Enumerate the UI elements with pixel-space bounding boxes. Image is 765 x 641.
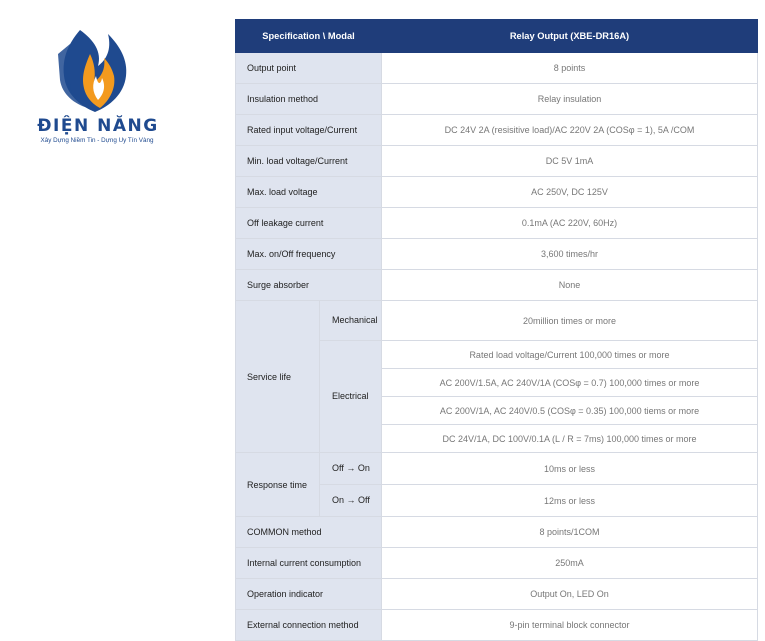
off-on-label: Off → On	[320, 453, 382, 485]
on-off-label: On → Off	[320, 485, 382, 517]
table-row	[236, 548, 758, 579]
electrical-value: AC 200V/1A, AC 240V/0.5 (COSφ = 0.35) 100,000 tiems or more	[382, 397, 758, 425]
table-row	[236, 610, 758, 641]
header-spec: Specification \ Modal	[236, 20, 382, 53]
row-value: 8 points	[382, 53, 758, 84]
brand-tagline: Xây Dựng Niềm Tin - Dựng Uy Tín Vàng	[40, 137, 154, 144]
table-row	[236, 53, 758, 84]
table-row	[236, 270, 758, 301]
electrical-value: AC 200V/1.5A, AC 240V/1A (COSφ = 0.7) 100,000 times or more	[382, 369, 758, 397]
table-row	[236, 146, 758, 177]
electrical-label: Electrical	[320, 341, 382, 453]
row-label: Max. load voltage	[236, 177, 382, 208]
row-value: 9-pin terminal block connector	[382, 610, 758, 641]
row-label: Surge absorber	[236, 270, 382, 301]
on-off-value: 12ms or less	[382, 485, 758, 517]
row-label: Output point	[236, 53, 382, 84]
table-row	[236, 239, 758, 270]
row-label: Max. on/Off frequency	[236, 239, 382, 270]
table-header-row	[236, 20, 758, 53]
row-value: Relay insulation	[382, 84, 758, 115]
off-on-value: 10ms or less	[382, 453, 758, 485]
row-value: 3,600 times/hr	[382, 239, 758, 270]
row-value: AC 250V, DC 125V	[382, 177, 758, 208]
electrical-value: DC 24V/1A, DC 100V/0.1A (L / R = 7ms) 100,000 times or more	[382, 425, 758, 453]
row-label: Internal current consumption	[236, 548, 382, 579]
table-row	[236, 115, 758, 146]
row-label: Insulation method	[236, 84, 382, 115]
table-row	[236, 579, 758, 610]
shield-flame-icon	[50, 24, 140, 116]
row-label: External connection method	[236, 610, 382, 641]
row-value: 0.1mA (AC 220V, 60Hz)	[382, 208, 758, 239]
row-value: None	[382, 270, 758, 301]
row-label: Operation indicator	[236, 579, 382, 610]
spec-table	[235, 19, 758, 641]
row-label: Rated input voltage/Current	[236, 115, 382, 146]
row-label: COMMON method	[236, 517, 382, 548]
row-label: Off leakage current	[236, 208, 382, 239]
row-value: Output On, LED On	[382, 579, 758, 610]
table-row	[236, 301, 758, 341]
mechanical-value: 20million times or more	[382, 301, 758, 341]
row-value: 8 points/1COM	[382, 517, 758, 548]
table-row	[236, 84, 758, 115]
row-label: Min. load voltage/Current	[236, 146, 382, 177]
row-value: 250mA	[382, 548, 758, 579]
company-logo	[18, 24, 168, 154]
service-life-label: Service life	[236, 301, 320, 453]
table-row	[236, 208, 758, 239]
table-row	[236, 517, 758, 548]
row-value: DC 5V 1mA	[382, 146, 758, 177]
table-row	[236, 453, 758, 485]
electrical-value: Rated load voltage/Current 100,000 times or more	[382, 341, 758, 369]
response-time-label: Response time	[236, 453, 320, 517]
table-row	[236, 177, 758, 208]
mechanical-label: Mechanical	[320, 301, 382, 341]
row-value: DC 24V 2A (resisitive load)/AC 220V 2A (COSφ = 1), 5A /COM	[382, 115, 758, 146]
brand-name: ĐIỆN NĂNG	[37, 116, 159, 136]
header-model: Relay Output (XBE-DR16A)	[382, 20, 758, 53]
